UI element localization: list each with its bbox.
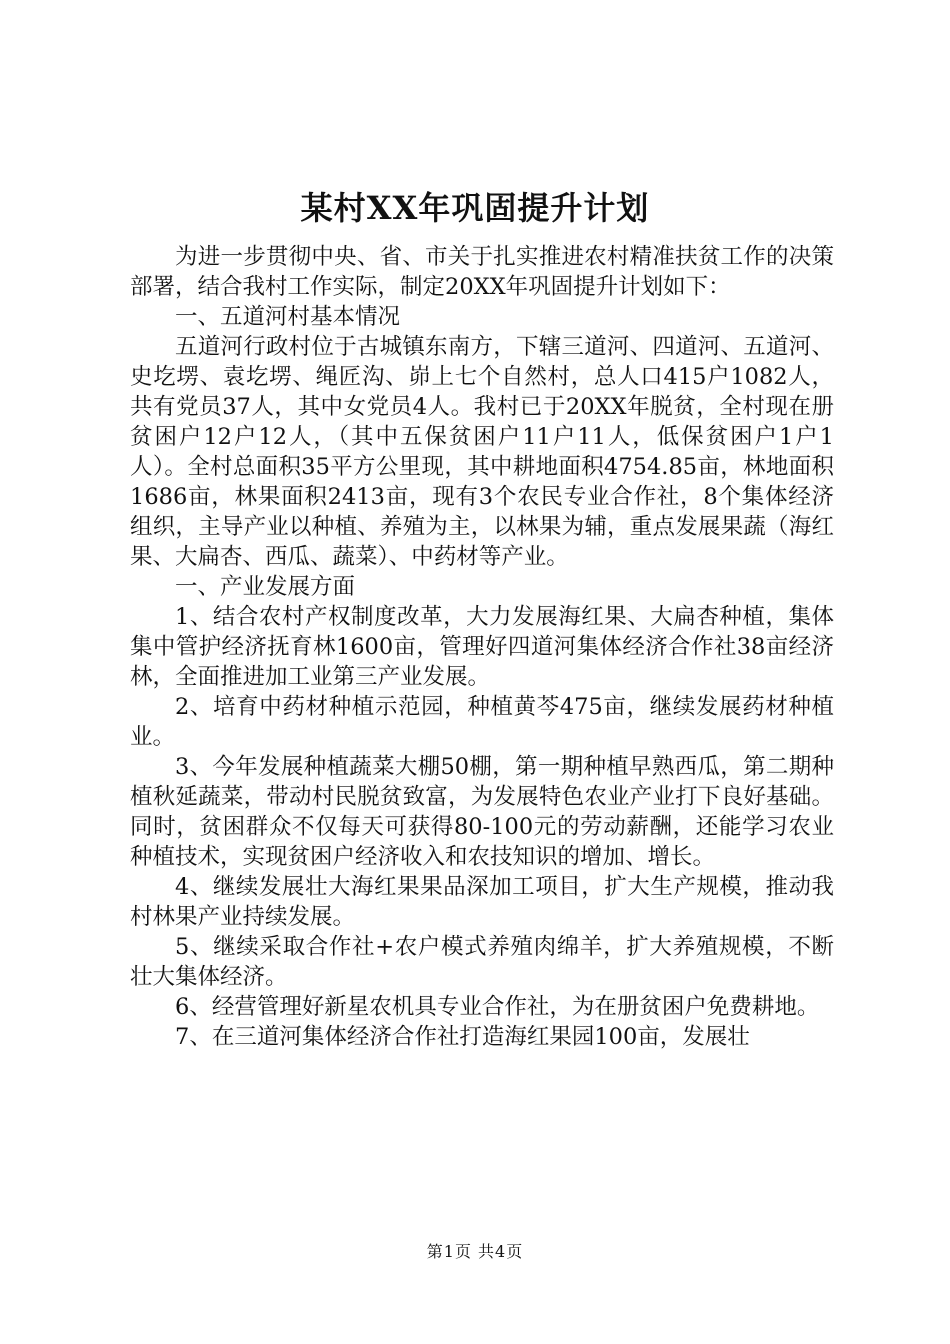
section-heading-industry: 一、产业发展方面 [175, 574, 356, 600]
intro-paragraph: 为进一步贯彻中央、省、市关于扎实推进农村精准扶贫工作的决策部署，结合我村工作实际，制定20XX年巩固提升计划如下： [130, 244, 834, 300]
page-number-footer: 第1页 共4页 [426, 1242, 524, 1261]
document-title: 某村XX年巩固提升计划 [300, 189, 650, 227]
industry-item-2: 2、培育中药材种植示范园，种植黄芩475亩，继续发展药材种植业。 [130, 694, 834, 750]
industry-item-6: 6、经营管理好新星农机具专业合作社，为在册贫困户免费耕地。 [175, 994, 820, 1020]
document-body [130, 242, 834, 1052]
basic-info-paragraph: 五道河行政村位于古城镇东南方，下辖三道河、四道河、五道河、史圪塄、袁圪塄、绳匠沟、峁上七个自然村，总人口415户1082人，共有党员37人，其中女党员4人。我村已于20XX年脱贫，全村现在册贫困户12户12人，（其中五保贫困户11户11人，低保贫困户1户1人）。全村总面积35平方公里现，其中耕地面积4754.85亩，林地面积1686亩，林果面积2413亩，现有3个农民专业合作社，8个集体经济组织，主导产业以种植、养殖为主，以林果为辅，重点发展果蔬（海红果、大扁杏、西瓜、蔬菜）、中药材等产业。 [130, 334, 834, 570]
industry-item-3: 3、今年发展种植蔬菜大棚50棚，第一期种植早熟西瓜，第二期种植秋延蔬菜，带动村民脱贫致富，为发展特色农业产业打下良好基础。同时，贫困群众不仅每天可获得80-100元的劳动薪酬，还能学习农业种植技术，实现贫困户经济收入和农技知识的增加、增长。 [130, 754, 834, 870]
industry-item-5: 5、继续采取合作社+农户模式养殖肉绵羊，扩大养殖规模，不断壮大集体经济。 [130, 934, 834, 990]
section-heading-basic-info: 一、五道河村基本情况 [175, 304, 401, 330]
industry-item-1: 1、结合农村产权制度改革，大力发展海红果、大扁杏种植，集体集中管护经济抚育林1600亩，管理好四道河集体经济合作社38亩经济林，全面推进加工业第三产业发展。 [130, 604, 834, 690]
industry-item-7: 7、在三道河集体经济合作社打造海红果园100亩，发展壮 [175, 1024, 750, 1050]
industry-item-4: 4、继续发展壮大海红果果品深加工项目，扩大生产规模，推动我村林果产业持续发展。 [130, 874, 834, 930]
